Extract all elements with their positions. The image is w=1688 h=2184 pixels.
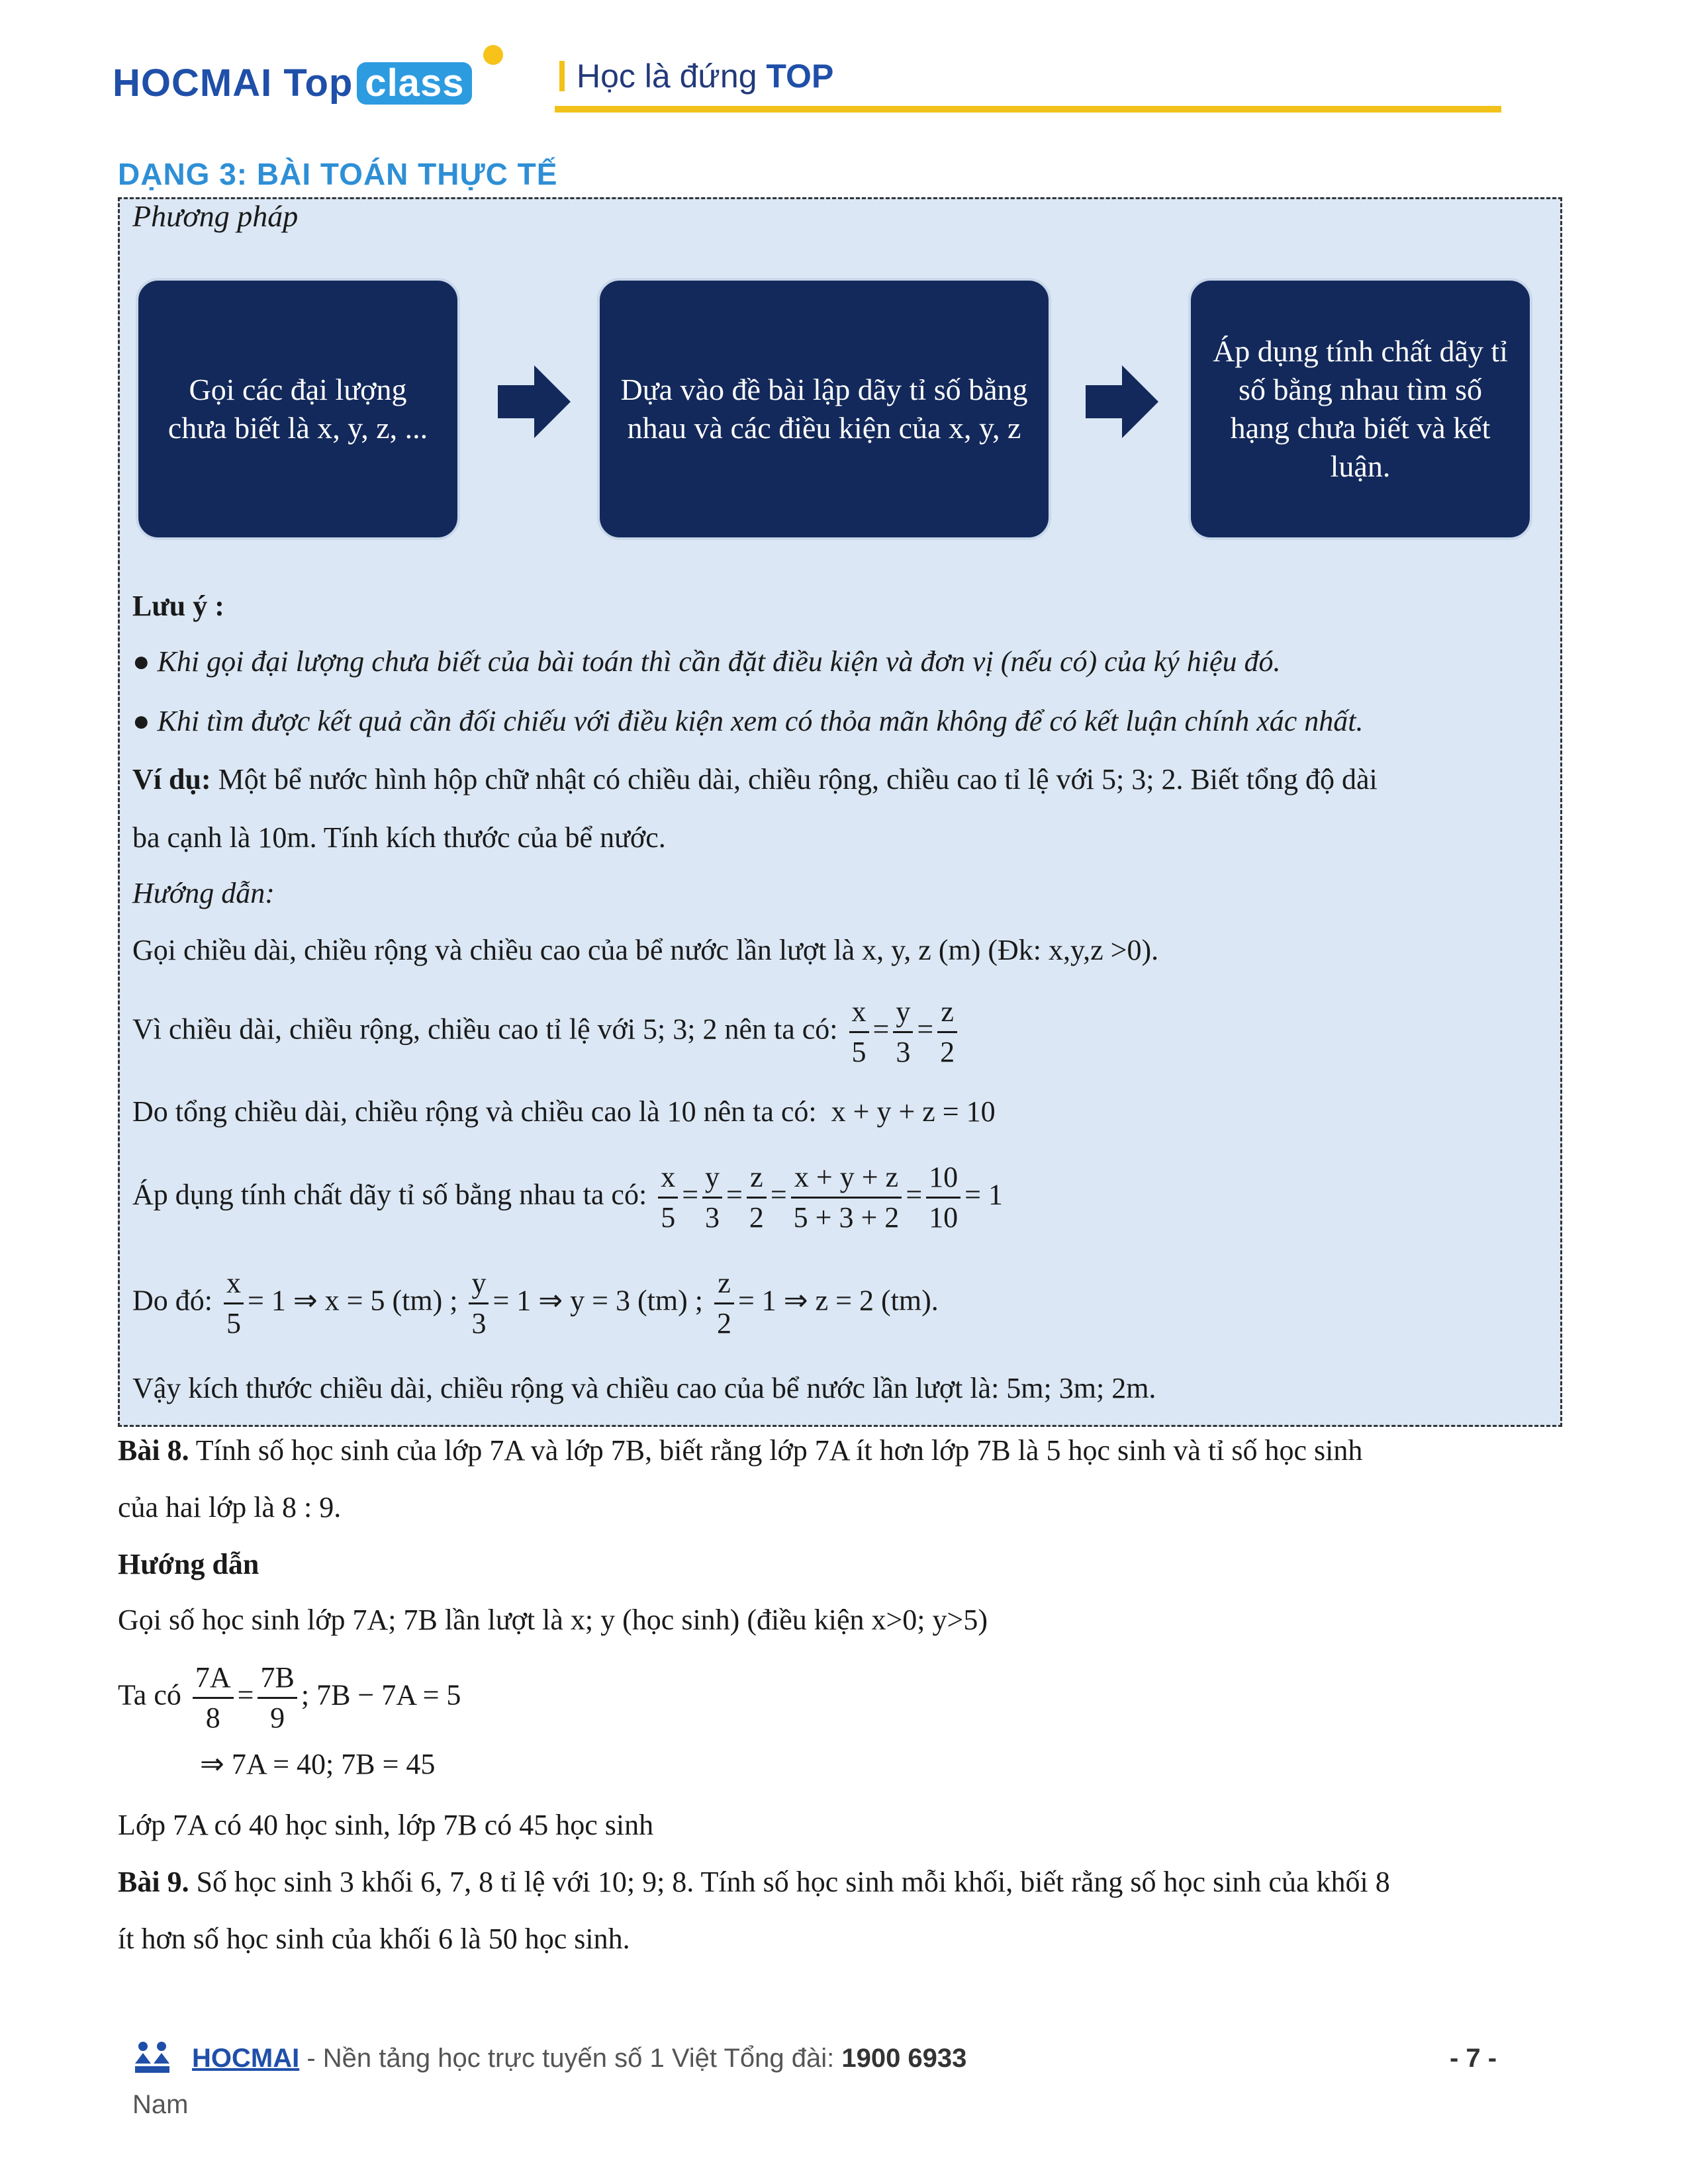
example-label: Ví dụ: (132, 763, 211, 796)
method-label: Phương pháp (132, 199, 299, 233)
line3-equation: x + y + z = 10 (831, 1095, 996, 1128)
example-guide-line-3 (132, 1093, 996, 1130)
fraction-7a-8: $\frac{7A}{8}$ (193, 1659, 234, 1737)
example-guide-line-1: Gọi chiều dài, chiều rộng và chiều cao của bể nước lần lượt là x, y, z (m) (Đk: x,y,z >0). (132, 934, 1159, 966)
footer-hotline-label: Tổng đài: (717, 2044, 842, 2073)
example-guide-line-4: Áp dụng tính chất dãy tỉ số bằng nhau ta có: $\frac{x}{5}$ = $\frac{y}{3}$ = $\frac{z}{2}$ = $\frac{x + y + z}{5 + 3 + 2}$ = $\frac{10}{10}$ = 1 (132, 1158, 1003, 1237)
hocmai-footer-icon (132, 2037, 172, 2077)
fraction-10-10: $\frac{10}{10}$ (926, 1158, 961, 1237)
example-guide-line-2: Vì chiều dài, chiều rộng, chiều cao tỉ lệ với 5; 3; 2 nên ta có: $\frac{x}{5}$ = $\frac{y}{3}$ = $\frac{z}{2}$ (132, 993, 961, 1071)
footer-tagline: - Nền tảng học trực tuyến số 1 Việt (299, 2044, 718, 2073)
note-bullet-1: ● Khi gọi đại lượng chưa biết của bài toán thì cần đặt điều kiện và đơn vị (nếu có) của ký hiệu đó. (132, 645, 1281, 678)
bai8-guide-line-1: Gọi số học sinh lớp 7A; 7B lần lượt là x; y (học sinh) (điều kiện x>0; y>5) (118, 1604, 988, 1636)
line4-text: Áp dụng tính chất dãy tỉ số bằng nhau ta có: (132, 1178, 647, 1211)
slogan-bar (559, 61, 565, 91)
fraction-7b-9: $\frac{7B}{9}$ (258, 1659, 297, 1737)
bai8-implies: ⇒ 7A = 40; 7B = 45 (200, 1748, 436, 1780)
example-guide-line-5 (132, 1264, 939, 1343)
slogan-bold: TOP (766, 58, 834, 95)
line5-prefix: Do đó: (132, 1284, 212, 1317)
bai8-label: Bài 8. (118, 1434, 189, 1467)
method-step-1: Gọi các đại lượng chưa biết là x, y, z, ... (136, 278, 460, 540)
page-number: - 7 - (1450, 2044, 1497, 2073)
fraction-y-3: $\frac{y}{3}$ (469, 1264, 489, 1343)
note-bullet-1-text: Khi gọi đại lượng chưa biết của bài toán thì cần đặt điều kiện và đơn vị (nếu có) của ký hiệu đó. (157, 645, 1281, 678)
footer-hotline: 1900 6933 (841, 2044, 967, 2073)
hocmai-topclass-logo (113, 61, 472, 105)
fraction-x-5: $\frac{x}{5}$ (224, 1264, 244, 1343)
fraction-z-2: $\frac{z}{2}$ (937, 993, 957, 1071)
fraction-x-5: $\frac{x}{5}$ (849, 993, 869, 1071)
star-icon (483, 45, 503, 65)
line5-c: = 1 ⇒ z = 2 (tm). (737, 1284, 939, 1317)
bai9-text-1: Số học sinh 3 khối 6, 7, 8 tỉ lệ với 10; 9; 8. Tính số học sinh mỗi khối, biết rằng số học sinh của khối 8 (189, 1866, 1390, 1898)
fraction-sum: $\frac{x + y + z}{5 + 3 + 2}$ (791, 1158, 902, 1237)
bai8-guide-label: Hướng dẫn (118, 1548, 259, 1580)
example-conclusion: Vậy kích thước chiều dài, chiều rộng và chiều cao của bể nước lần lượt là: 5m; 3m; 2m. (132, 1372, 1156, 1404)
bai8-text-2: của hai lớp là 8 : 9. (118, 1491, 342, 1524)
method-step-2: Dựa vào đề bài lập dãy tỉ số bằng nhau và các điều kiện của x, y, z (597, 278, 1051, 540)
footer-text (192, 2044, 966, 2073)
logo-top: Top (283, 62, 353, 105)
line5-a: = 1 ⇒ x = 5 (tm) ; (248, 1284, 458, 1317)
example-text-1: Một bể nước hình hộp chữ nhật có chiều dài, chiều rộng, chiều cao tỉ lệ với 5; 3; 2. Biết tổng độ dài (211, 763, 1378, 796)
fraction-y-3: $\frac{y}{3}$ (702, 1158, 722, 1237)
line2-text: Vì chiều dài, chiều rộng, chiều cao tỉ lệ với 5; 3; 2 nên ta có: (132, 1013, 838, 1046)
note-title: Lưu ý : (132, 590, 224, 622)
logo-class: class (357, 62, 472, 105)
note-bullet-2-text: Khi tìm được kết quả cần đối chiếu với điều kiện xem có thỏa mãn không để có kết luận chính xác nhất. (157, 705, 1364, 737)
footer-brand-link[interactable]: HOCMAI (192, 2044, 300, 2073)
line4-result: = 1 (964, 1178, 1003, 1211)
arrow-right-icon (498, 365, 571, 438)
bai8-equation: Ta có $\frac{7A}{8}$ = $\frac{7B}{9}$ ; 7B − 7A = 5 (118, 1659, 461, 1737)
bai8-line-1 (118, 1432, 1362, 1469)
bai9-label: Bài 9. (118, 1866, 189, 1898)
fraction-z-2: $\frac{z}{2}$ (747, 1158, 767, 1237)
header-slogan (559, 57, 833, 95)
logo-brand: HOCMAI (113, 62, 273, 105)
example-text-2: ba cạnh là 10m. Tính kích thước của bể nước. (132, 821, 666, 854)
fraction-x-5: $\frac{x}{5}$ (658, 1158, 678, 1237)
fraction-z-2: $\frac{z}{2}$ (714, 1264, 734, 1343)
method-step-3: Áp dụng tính chất dãy tỉ số bằng nhau tìm số hạng chưa biết và kết luận. (1188, 278, 1532, 540)
slogan-prefix: Học là đứng (577, 58, 757, 95)
header-divider (555, 106, 1501, 113)
line3-text: Do tổng chiều dài, chiều rộng và chiều cao là 10 nên ta có: (132, 1095, 817, 1128)
arrow-right-icon (1086, 365, 1158, 438)
footer-nam: Nam (132, 2090, 189, 2119)
example-guide-label: Hướng dẫn: (132, 877, 275, 909)
note-bullet-2: ● Khi tìm được kết quả cần đối chiếu với điều kiện xem có thỏa mãn không để có kết luận chính xác nhất. (132, 705, 1364, 737)
bai8-text-1: Tính số học sinh của lớp 7A và lớp 7B, biết rằng lớp 7A ít hơn lớp 7B là 5 học sinh và tỉ số học sinh (189, 1434, 1363, 1467)
example-line-1 (132, 761, 1378, 798)
bai9-line-1 (118, 1864, 1390, 1901)
bai8-ta-co: Ta có (118, 1678, 181, 1711)
bai9-text-2: ít hơn số học sinh của khối 6 là 50 học sinh. (118, 1923, 630, 1955)
bai8-result: Lớp 7A có 40 học sinh, lớp 7B có 45 học sinh (118, 1809, 654, 1841)
section-title: DẠNG 3: BÀI TOÁN THỰC TẾ (118, 157, 558, 191)
bai8-eq-tail: ; 7B − 7A = 5 (301, 1678, 461, 1711)
line5-b: = 1 ⇒ y = 3 (tm) ; (492, 1284, 703, 1317)
fraction-y-3: $\frac{y}{3}$ (893, 993, 913, 1071)
